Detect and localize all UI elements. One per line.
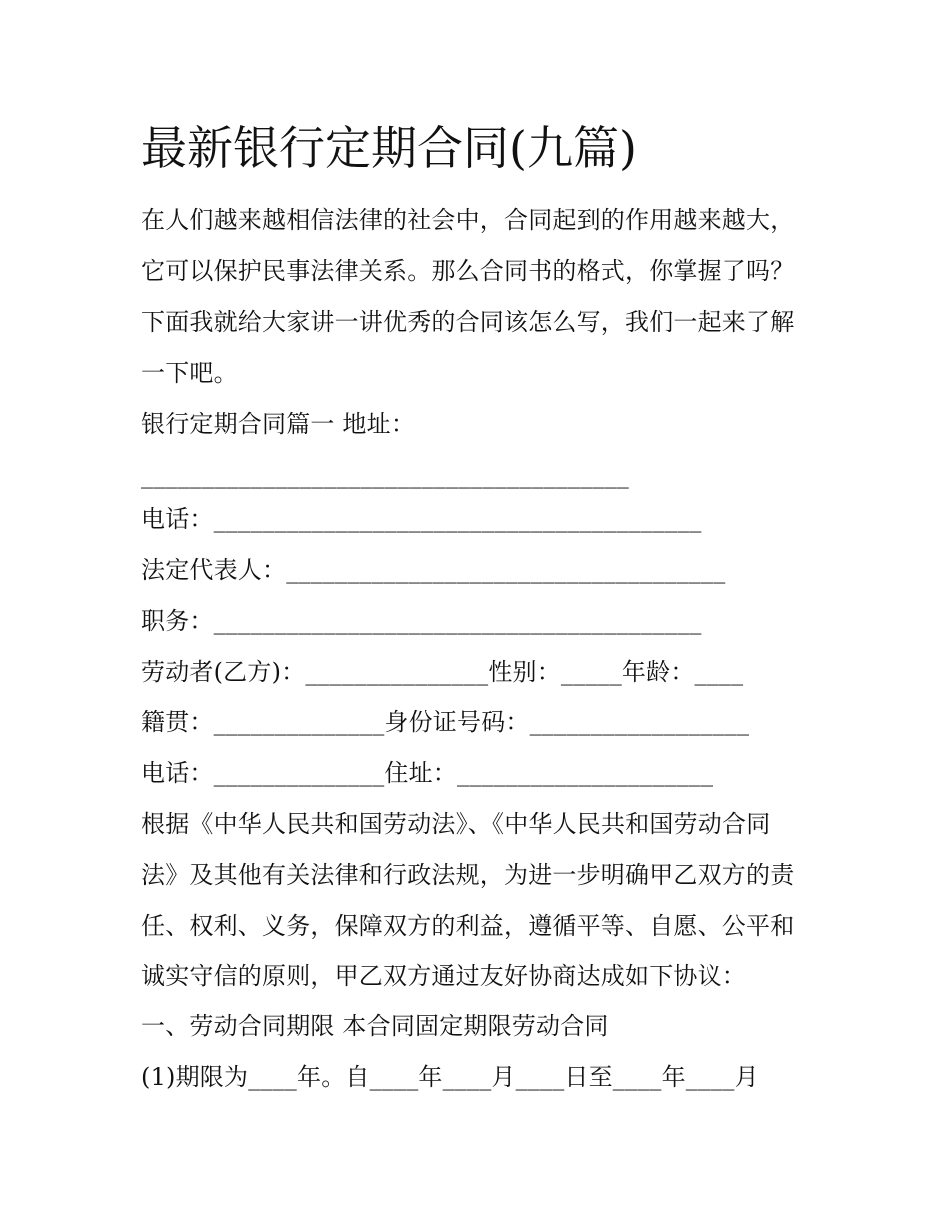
worker-field: 劳动者(乙方)：_______________性别：_____年龄：____ — [141, 658, 744, 686]
intro-line-2: 它可以保护民事法律关系。那么合同书的格式，你掌握了吗？ — [141, 257, 795, 285]
body-line-4: 诚实守信的原则，甲乙双方通过友好协商达成如下协议： — [141, 962, 746, 990]
intro-line-1: 在人们越来越相信法律的社会中，合同起到的作用越来越大， — [141, 206, 795, 234]
body-line-2: 法》及其他有关法律和行政法规，为进一步明确甲乙双方的责 — [141, 861, 795, 889]
clause-term-period: (1)期限为____年。自____年____月____日至____年____月 — [141, 1063, 759, 1091]
phone-field: 电话：________________________________________ — [141, 505, 702, 533]
clause-heading-term: 一、劳动合同期限 本合同固定期限劳动合同 — [141, 1012, 609, 1040]
document-title: 最新银行定期合同(九篇) — [141, 121, 637, 175]
intro-line-4: 一下吧。 — [141, 359, 238, 387]
section-heading-address: 银行定期合同篇一 地址： — [141, 410, 416, 438]
legal-representative-field: 法定代表人：____________________________________ — [141, 556, 726, 584]
origin-id-field: 籍贯：______________身份证号码：__________________ — [141, 708, 750, 736]
phone-address-field: 电话：______________住址：_____________________ — [141, 759, 714, 787]
body-line-3: 任、权利、义务，保障双方的利益，遵循平等、自愿、公平和 — [141, 912, 795, 940]
address-blank: ________________________________________ — [141, 461, 629, 489]
body-line-1: 根据《中华人民共和国劳动法》、《中华人民共和国劳动合同 — [141, 810, 771, 838]
position-field: 职务：________________________________________ — [141, 607, 702, 635]
intro-line-3: 下面我就给大家讲一讲优秀的合同该怎么写，我们一起来了解 — [141, 308, 795, 336]
